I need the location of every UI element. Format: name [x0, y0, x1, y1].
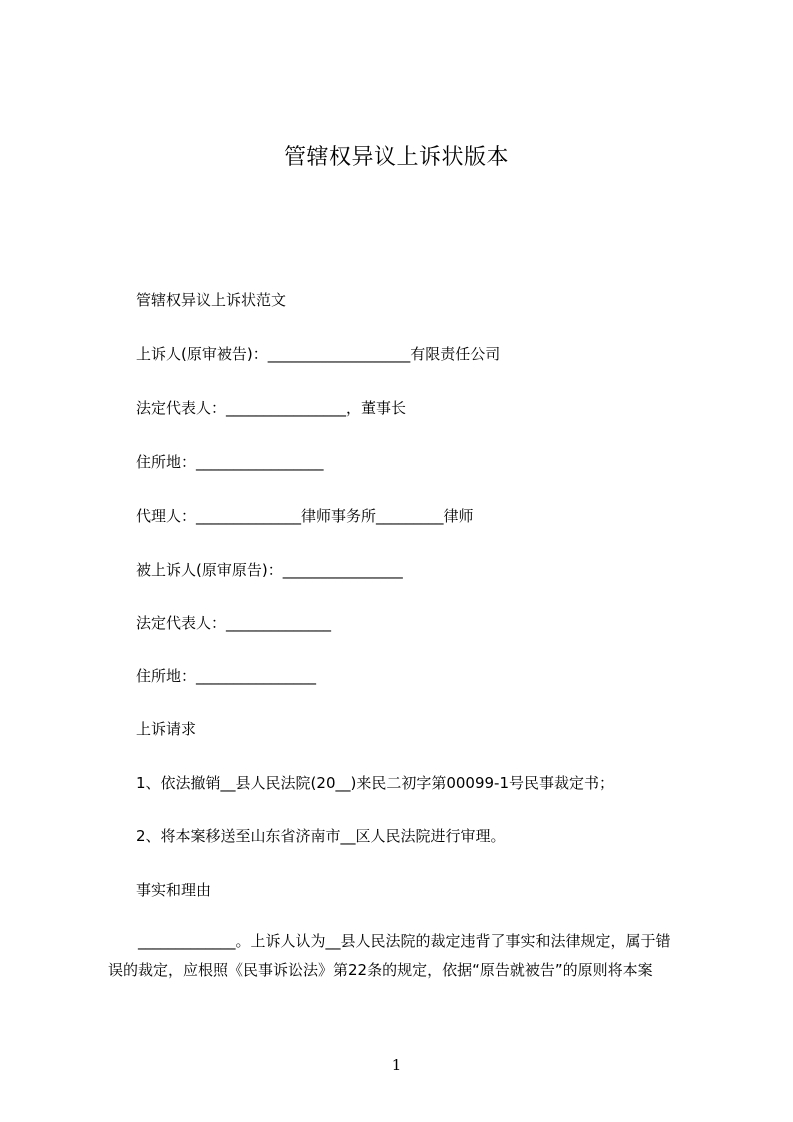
appellee-representative-line: 法定代表人：______________	[136, 614, 332, 632]
appellee-line: 被上诉人(原审原告)：________________	[136, 561, 403, 579]
facts-line-1: _____________。上诉人认为__县人民法院的裁定违背了事实和法律规定，属于错	[138, 932, 671, 950]
request-item-1: 1、依法撤销__县人民法院(20__)来民二初字第00099-1号民事裁定书；	[136, 774, 615, 792]
facts-heading: 事实和理由	[136, 881, 212, 899]
appellant-line: 上诉人(原审被告)：___________________有限责任公司	[136, 345, 501, 363]
request-item-2: 2、将本案移送至山东省济南市__区人民法院进行审理。	[136, 827, 506, 845]
section-heading: 管辖权异议上诉状范文	[136, 291, 287, 309]
agent-line: 代理人：______________律师事务所_________律师	[136, 507, 474, 525]
appellant-address-line: 住所地：_________________	[136, 453, 324, 471]
document-title: 管辖权异议上诉状版本	[283, 145, 509, 170]
appellee-address-line: 住所地：________________	[136, 667, 317, 685]
facts-paragraph	[108, 927, 708, 985]
facts-line-2: 误的裁定，应根照《民事诉讼法》第22条的规定，依据“原告就被告”的原则将本案	[108, 961, 653, 979]
request-heading: 上诉请求	[136, 720, 197, 738]
appellant-representative-line: 法定代表人：________________，董事长	[136, 399, 407, 417]
page-number: 1	[391, 1056, 402, 1074]
